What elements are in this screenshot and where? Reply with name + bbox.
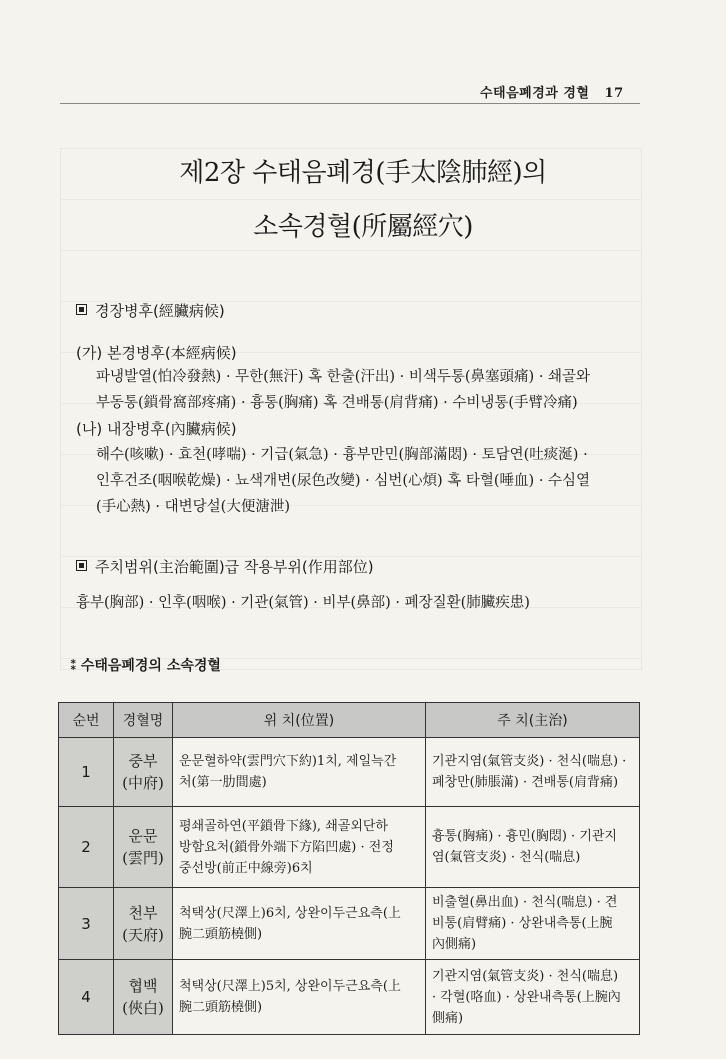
chapter-title-line1: 제2장 수태음폐경(手太陰肺經)의 xyxy=(179,158,547,188)
point-location: 운문혈하약(雲門穴下約)1치, 제일늑간 처(第一肋間處) xyxy=(173,738,426,807)
table-row xyxy=(59,807,640,888)
row-number: 4 xyxy=(59,960,114,1035)
paragraph-na xyxy=(96,442,656,520)
running-header xyxy=(480,82,624,101)
column-header-point-name: 경혈명 xyxy=(114,703,173,738)
paragraph-line: (手心熱) · 대변당설(大便溏泄) xyxy=(96,499,290,515)
section-heading-treatment-scope: 주치범위(主治範圍)급 작용부위(作用部位) xyxy=(76,556,374,577)
point-location: 평쇄골하연(平鎖骨下緣), 쇄골외단하 방함요처(鎖骨外端下方陷凹處) · 전정 중선방(前正中線旁)6치 xyxy=(173,807,426,888)
point-name: 천부 (天府) xyxy=(114,888,173,960)
table-row xyxy=(59,888,640,960)
column-header-location: 위 치(位置) xyxy=(173,703,426,738)
paragraph-line: 파냉발열(怕冷發熱) · 무한(無汗) 혹 한출(汗出) · 비색두통(鼻塞頭痛) · 쇄골와 xyxy=(96,369,591,385)
acupoint-list-heading: ⁑ 수태음폐경의 소속경혈 xyxy=(70,658,221,674)
row-number: 2 xyxy=(59,807,114,888)
point-location: 척택상(尺澤上)6치, 상완이두근요측(上 腕二頭筋橈側) xyxy=(173,888,426,960)
point-location: 척택상(尺澤上)5치, 상완이두근요측(上 腕二頭筋橈側) xyxy=(173,960,426,1035)
square-bullet-icon xyxy=(76,560,87,571)
paragraph-line: 부동통(鎖骨窩部疼痛) · 흉통(胸痛) 혹 견배통(肩背痛) · 수비냉통(手臂冷痛) xyxy=(96,395,578,411)
point-indications: 흉통(胸痛) · 흉민(胸悶) · 기관지 염(氣管支炎) · 천식(喘息) xyxy=(426,807,640,888)
chapter-title-line2: 소속경혈(所屬經穴) xyxy=(253,212,473,242)
point-indications: 비출혈(鼻出血) · 천식(喘息) · 견 비통(肩臂痛) · 상완내측통(上腕 內側痛) xyxy=(426,888,640,960)
paragraph-line: 흉부(胸部) · 인후(咽喉) · 기관(氣管) · 비부(鼻部) · 폐장질환(肺臟疾患) xyxy=(76,595,530,611)
subheading-ga: (가) 본경병후(本經病候) xyxy=(76,344,237,362)
column-header-number: 순번 xyxy=(59,703,114,738)
table-row xyxy=(59,960,640,1035)
point-indications: 기관지염(氣管支炎) · 천식(喘息) · 각혈(咯血) · 상완내측통(上腕內 側痛) xyxy=(426,960,640,1035)
subheading-na: (나) 내장병후(內臟病候) xyxy=(76,420,237,438)
header-rule xyxy=(60,103,640,104)
column-header-indications: 주 치(主治) xyxy=(426,703,640,738)
point-name: 운문 (雲門) xyxy=(114,807,173,888)
paragraph-line: 해수(咳嗽) · 효천(哮喘) · 기급(氣急) · 흉부만민(胸部滿悶) · 토담연(吐痰涎) · xyxy=(96,447,588,463)
point-name: 협백 (俠白) xyxy=(114,960,173,1035)
page-number: 17 xyxy=(604,86,624,101)
paragraph-ga xyxy=(96,364,656,416)
row-number: 3 xyxy=(59,888,114,960)
point-indications: 기관지염(氣管支炎) · 천식(喘息) · 폐창만(肺脹滿) · 견배통(肩背痛) xyxy=(426,738,640,807)
row-number: 1 xyxy=(59,738,114,807)
table-header-row xyxy=(59,703,640,738)
square-bullet-icon xyxy=(76,304,87,315)
paragraph-treatment-scope xyxy=(76,590,636,616)
point-name: 중부 (中府) xyxy=(114,738,173,807)
section-heading-disease-signs: 경장병후(經臟病候) xyxy=(76,300,225,321)
running-title: 수태음폐경과 경혈 xyxy=(480,86,590,101)
table-row xyxy=(59,738,640,807)
dotted-marker-icon: ⁑ xyxy=(70,659,77,674)
paragraph-line: 인후건조(咽喉乾燥) · 뇨색개변(尿色改變) · 심번(心煩) 혹 타혈(唾血) · 수심열 xyxy=(96,473,591,489)
acupoint-table xyxy=(58,702,640,1035)
